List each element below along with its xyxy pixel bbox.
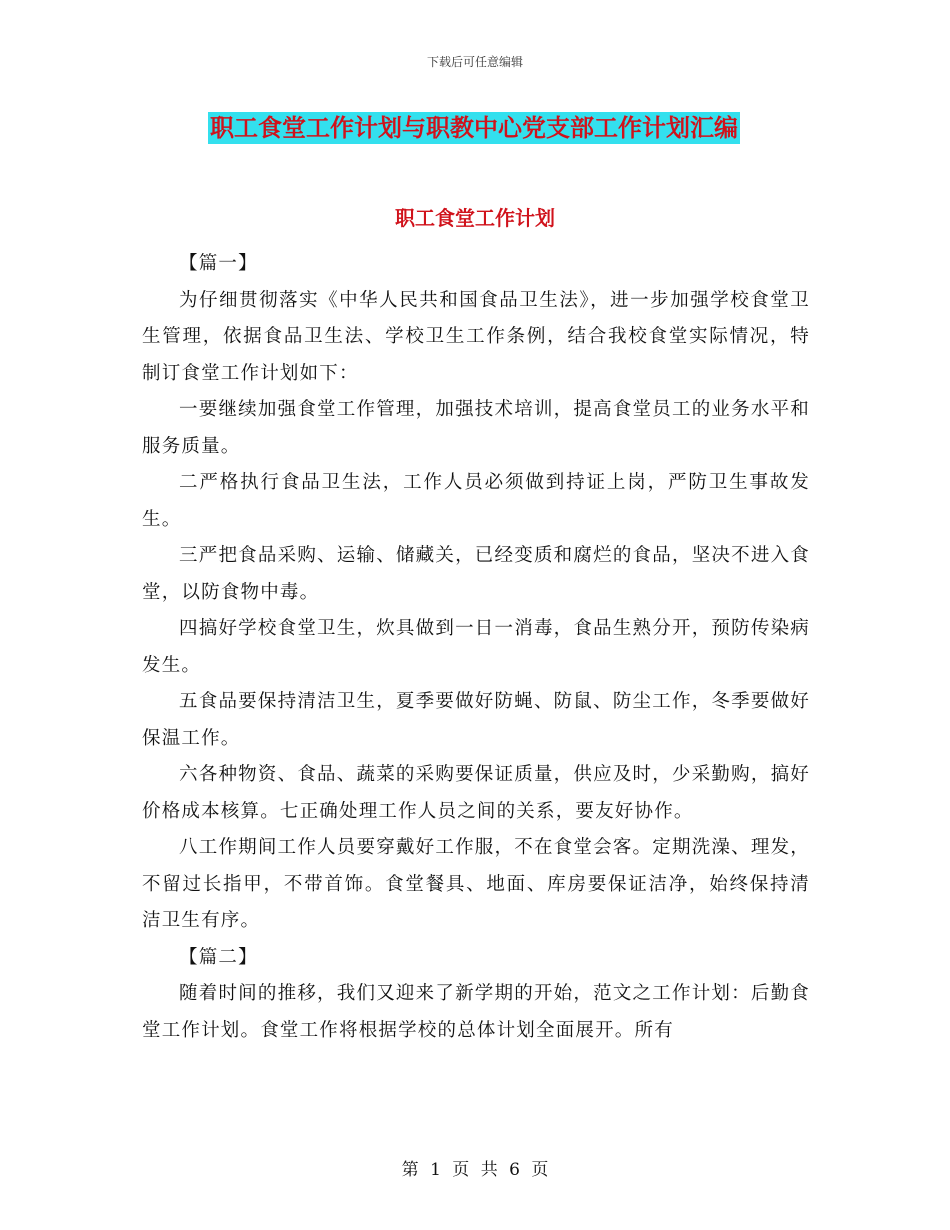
paragraph: 四搞好学校食堂卫生，炊具做到一日一消毒，食品生熟分开，预防传染病发生。 bbox=[142, 618, 810, 676]
section-title: 职工食堂工作计划 bbox=[395, 206, 555, 230]
document-body bbox=[142, 246, 810, 1049]
document-title: 职工食堂工作计划与职教中心党支部工作计划汇编 bbox=[210, 113, 738, 142]
paragraph: 三严把食品采购、运输、储藏关，已经变质和腐烂的食品，坚决不进入食堂，以防食物中毒。 bbox=[142, 545, 810, 603]
paragraph: 二严格执行食品卫生法，工作人员必须做到持证上岗，严防卫生事故发生。 bbox=[142, 472, 810, 530]
paragraph: 六各种物资、食品、蔬菜的采购要保证质量，供应及时，少采勤购，搞好价格成本核算。七正确处理工作人员之间的关系，要友好协作。 bbox=[142, 764, 810, 822]
paragraph: 一要继续加强食堂工作管理，加强技术培训，提高食堂员工的业务水平和服务质量。 bbox=[142, 399, 810, 457]
paragraph: 为仔细贯彻落实《中华人民共和国食品卫生法》，进一步加强学校食堂卫生管理，依据食品卫生法、学校卫生工作条例，结合我校食堂实际情况，特制订食堂工作计划如下： bbox=[142, 289, 810, 384]
paragraph: 五食品要保持清洁卫生，夏季要做好防蝇、防鼠、防尘工作，冬季要做好保温工作。 bbox=[142, 691, 810, 749]
paragraph-heading-part-2: 【篇二】 bbox=[179, 946, 258, 968]
paragraph: 八工作期间工作人员要穿戴好工作服，不在食堂会客。定期洗澡、理发，不留过长指甲，不带首饰。食堂餐具、地面、库房要保证洁净，始终保持清洁卫生有序。 bbox=[142, 837, 810, 931]
paragraph-heading-part-1: 【篇一】 bbox=[179, 253, 258, 274]
page-number-footer: 第 1 页 共 6 页 bbox=[401, 1160, 549, 1180]
page-header-note: 下载后可任意编辑 bbox=[426, 55, 523, 69]
paragraph: 随着时间的推移，我们又迎来了新学期的开始，范文之工作计划：后勤食堂工作计划。食堂工作将根据学校的总体计划全面展开。所有 bbox=[142, 983, 810, 1041]
